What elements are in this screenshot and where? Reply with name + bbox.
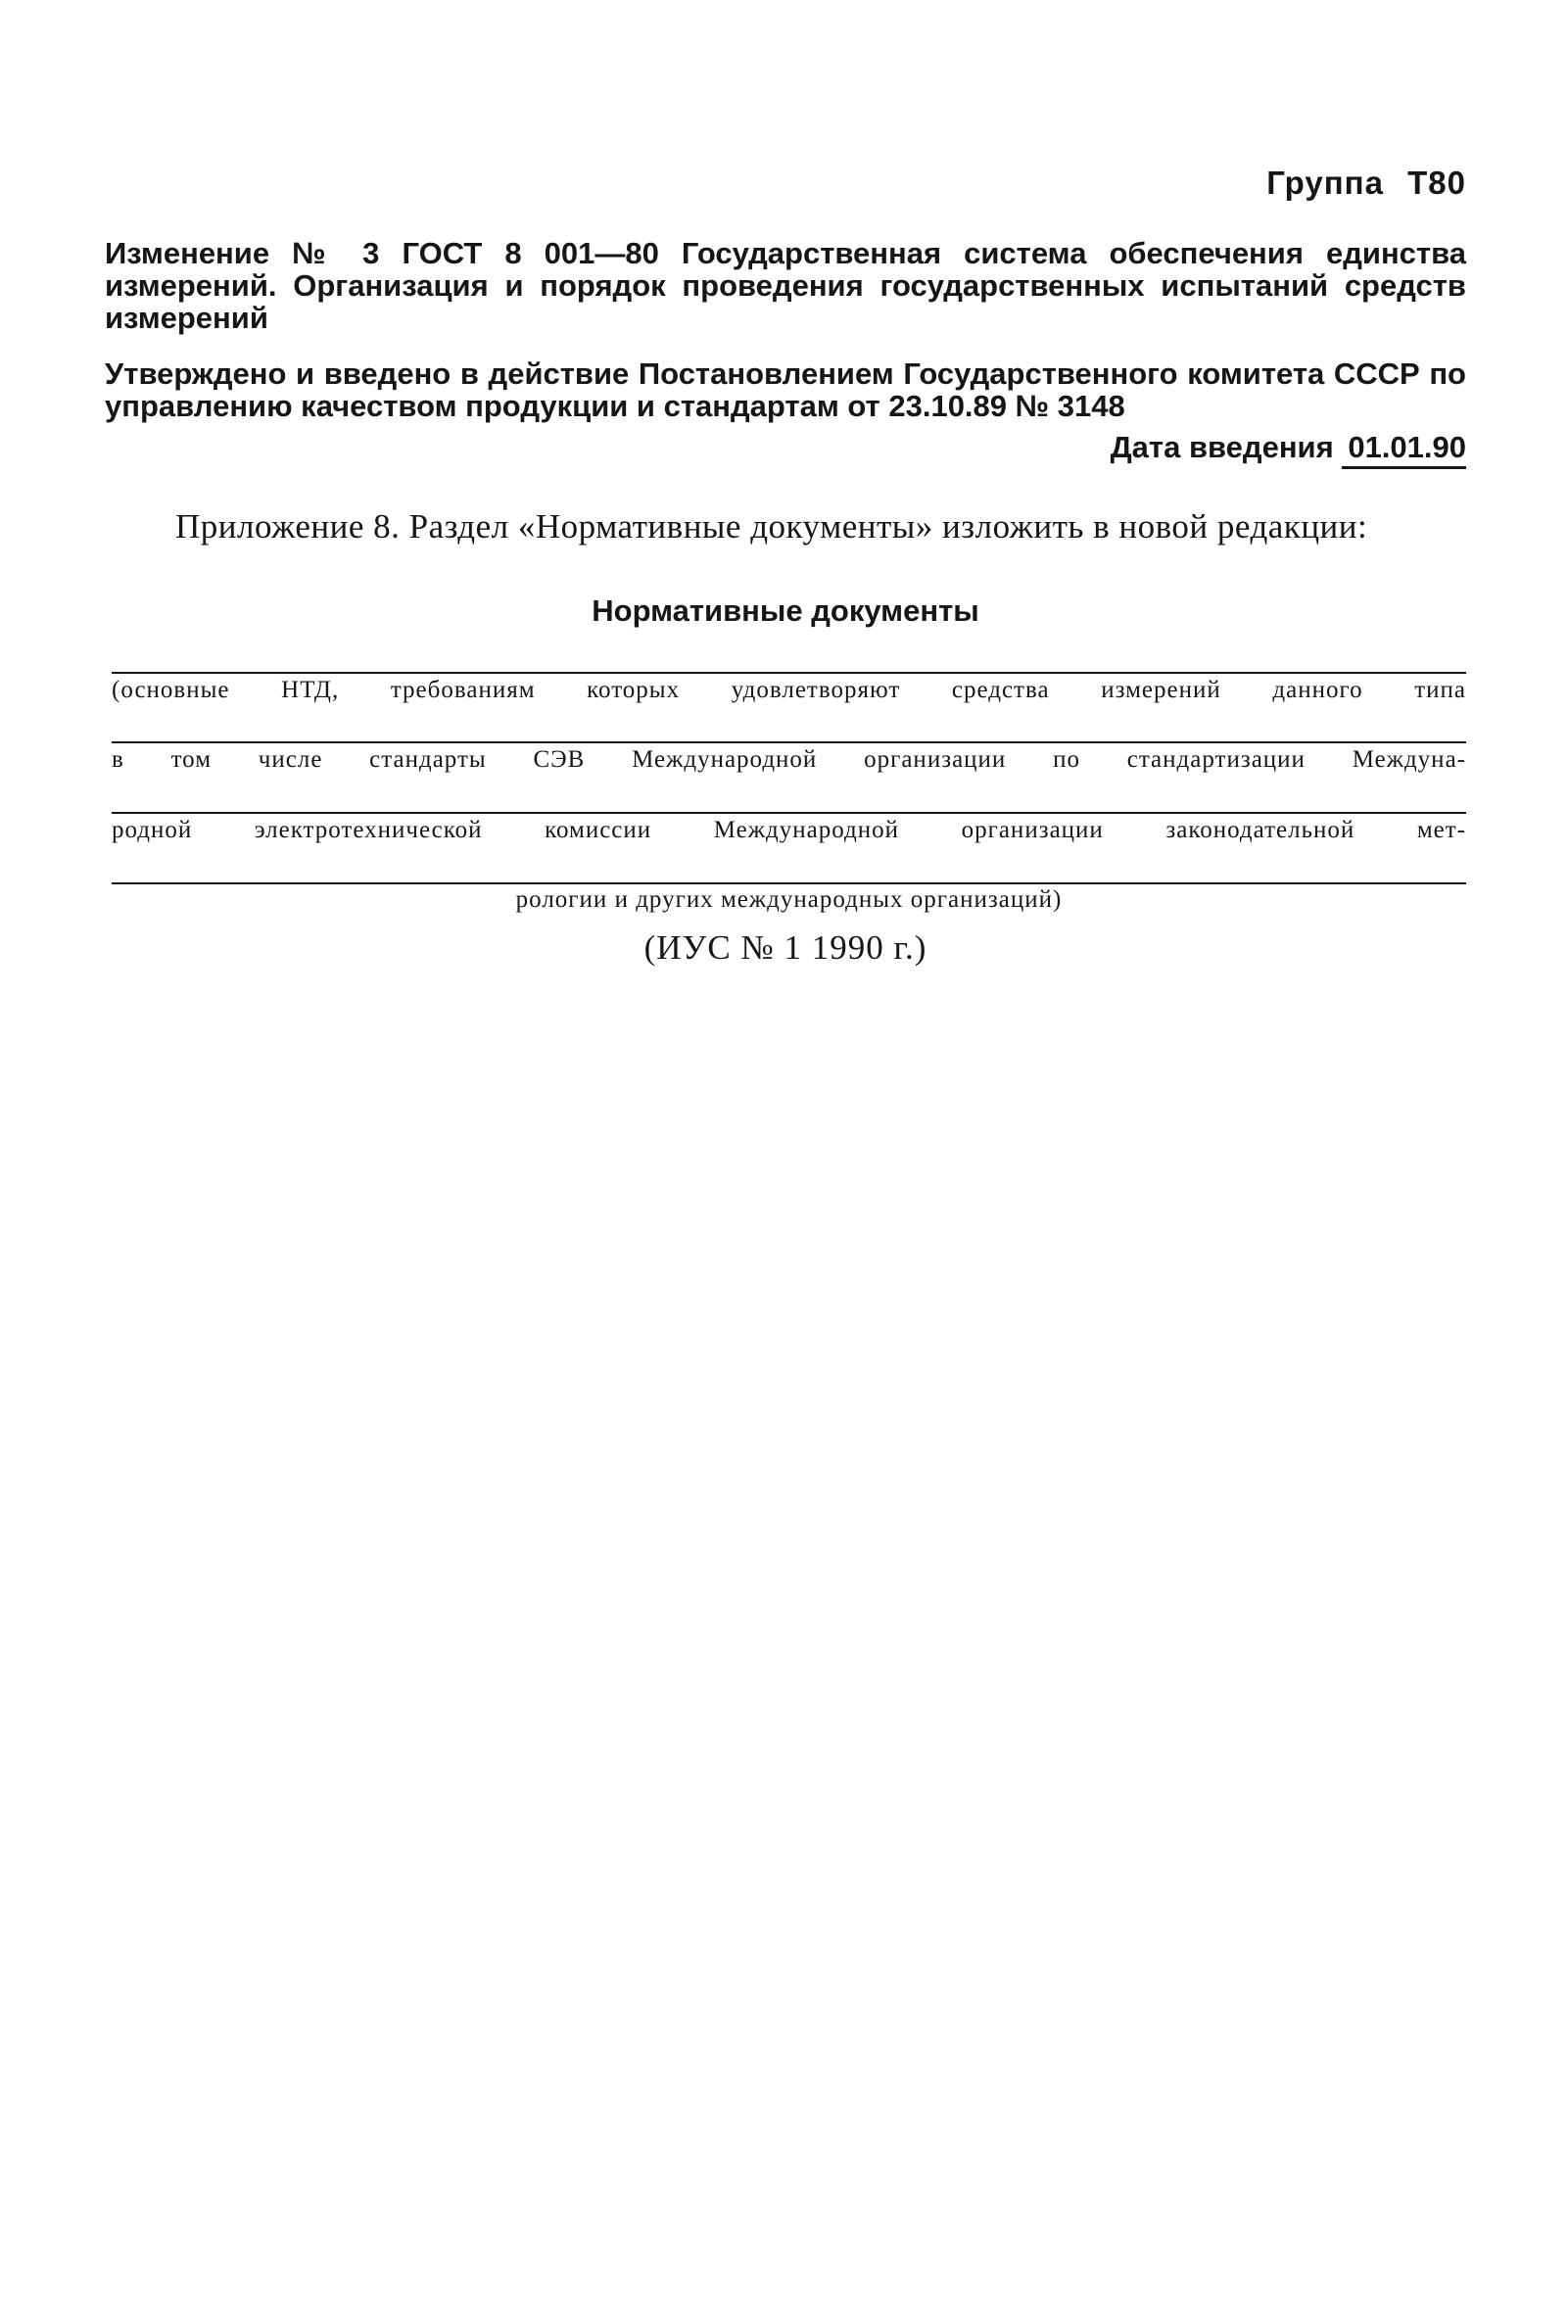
form-rule-line bbox=[112, 741, 1466, 743]
group-code: Группа Т80 bbox=[1266, 165, 1466, 201]
amendment-title: Изменение № 3 ГОСТ 8 001—80 Государственная система обеспечения единства измерений. Организация и порядок проведения государственных испытаний средств измерений bbox=[105, 236, 1466, 335]
form-rule-line bbox=[112, 882, 1466, 884]
document-page bbox=[105, 0, 1466, 2324]
form-caption-line: рологии и других международных организаций) bbox=[515, 886, 1063, 913]
section-heading: Нормативные документы bbox=[592, 593, 979, 628]
form-rule-line bbox=[112, 672, 1466, 674]
approval-statement: Утверждено и введено в действие Постановлением Государственного комитета СССР по управлению качеством продукции и стандартам от 23.10.89 № 3148 bbox=[105, 356, 1466, 423]
form-rule-line bbox=[112, 812, 1466, 814]
amendment-instruction: Приложение 8. Раздел «Нормативные документы» изложить в новой редакции: bbox=[175, 507, 1368, 545]
effective-date-label: Дата введения bbox=[1110, 430, 1334, 464]
form-caption-line: в том числе стандарты СЭВ Международной организации по стандартизации Междуна- bbox=[112, 746, 1466, 773]
form-caption-line: родной электротехнической комиссии Международной организации законодательной мет- bbox=[112, 817, 1466, 843]
form-caption-line: (основные НТД, требованиям которых удовлетворяют средства измерений данного типа bbox=[112, 677, 1466, 703]
effective-date-value: 01.01.90 bbox=[1342, 431, 1466, 469]
source-reference: (ИУС № 1 1990 г.) bbox=[643, 928, 927, 967]
effective-date-line bbox=[1111, 431, 1466, 469]
